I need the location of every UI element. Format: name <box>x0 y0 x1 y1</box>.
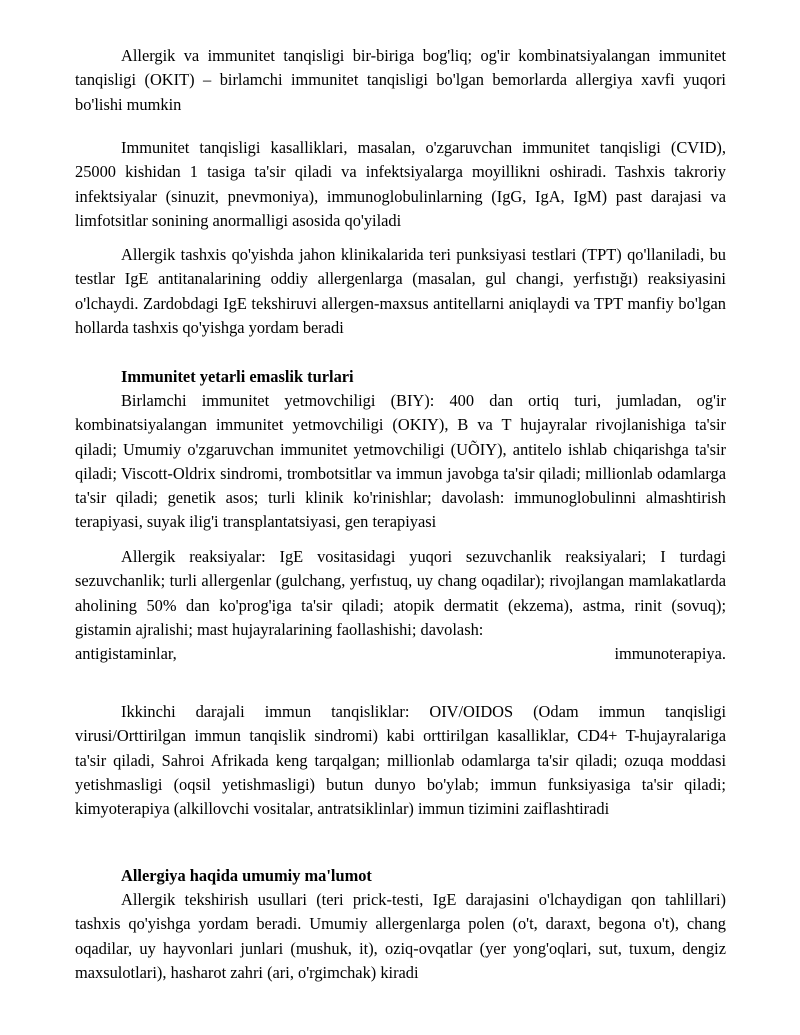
allergic-reactions-last-left: antigistaminlar, <box>75 644 177 664</box>
paragraph-cvid: Immunitet tanqisligi kasalliklari, masalan, o'zgaruvchan immunitet tanqisligi (CVID), 25000 kishidan 1 tasiga ta'sir qiladi va infektsiyalarga moyillikni oshiradi. Tashxis takroriy infektsiyalar (sinuzit, pnevmoniya), immunoglobulinlarning (IgG, IgA, IgM) past darajasi va limfotsitlar sonining anormalligi asosida qo'yiladi <box>75 138 726 230</box>
allergic-reactions-text: Allergik reaksiyalar: IgE vositasidagi yuqori sezuvchanlik reaksiyalari; I turdagi sezuvchanlik; turli allergenlar (gulchang, yerfıstuq, uy chang oqadilar); rivojlangan mamlakatlarda aholining 50% dan ko'prog'iga ta'sir qiladi; atopik dermatit (ekzema), astma, rinit (sovuq); gistamin ajralishi; mast hujayralarining faollashishi; davolash: <box>75 547 726 639</box>
paragraph-allergy-immunodeficiency-link: Allergik va immunitet tanqisligi bir-biriga bog'liq; og'ir kombinatsiyalangan immunitet tanqisligi (OKIT) – birlamchi immunitet tanqisligi bo'lgan bemorlarda allergiya xavfi yuqori bo'lishi mumkin <box>75 46 726 114</box>
allergic-reactions-last-right: immunoterapiya. <box>614 644 726 664</box>
paragraph-primary-immunodeficiency: Birlamchi immunitet yetmovchiligi (BIY): 400 dan ortiq turi, jumladan, og'ir kombinatsiyalangan immunitet yetmovchiligi (OKIY), B va T hujayralar rivojlanishiga ta'sir qiladi; Umumiy o'zgaruvchan immunitet yetmovchiligi (UÕIY), antitelo ishlab chiqarishga ta'sir qiladi; Viscott-Oldrix sindromi, trombotsitlar va immun javobga ta'sir qiladi; millionlab odamlarga ta'sir qiladi; genetik asos; turli klinik ko'rinishlar; davolash: immunoglobulinni almashtirish terapiyasi, suyak ilig'i transplantatsiyasi, gen terapiyasi <box>75 391 726 532</box>
section-heading-allergy-overview: Allergiya haqida umumiy ma'lumot <box>121 866 372 885</box>
paragraph-allergy-testing: Allergik tekshirish usullari (teri prick-testi, IgE darajasini o'lchaydigan qon tahlillari) tashxis qo'yishga yordam beradi. Umumiy allergenlarga polen (o't, daraxt, begona o't), chang oqadilar, uy hayvonlari junlari (mushuk, it), oziq-ovqatlar (yer yong'oqlari, sut, tuxum, dengiz maxsulotlari), hasharot zahri (ari, o'rgimchak) kiradi <box>75 890 726 982</box>
allergic-reactions-last-line <box>75 642 726 666</box>
paragraph-secondary-immunodeficiency: Ikkinchi darajali immun tanqisliklar: OIV/OIDOS (Odam immun tanqisligi virusi/Orttirilgan immun tanqislik sindromi) kabi orttirilgan kasalliklar, CD4+ T-hujayralariga ta'sir qiladi, Sahroi Afrikada keng tarqalgan; millionlab odamlarga ta'sir qiladi; ozuqa moddasi yetishmasligi (oqsil yetishmasligi) butun dunyo bo'ylab; immun funksiyasiga ta'sir qiladi; kimyoterapiya (alkillovchi vositalar, antratsiklinlar) immun tizimini zaiflashtiradi <box>75 702 726 819</box>
paragraph-allergy-diagnosis: Allergik tashxis qo'yishda jahon klinikalarida teri punksiyasi testlari (TPT) qo'llaniladi, bu testlar IgE antitanalarining oddiy allergenlarga (masalan, gul changi, yerfıstığı) reaksiyasini o'lchaydi. Zardobdagi IgE tekshiruvi allergen-maxsus antitellarni aniqlaydi va TPT manfiy bo'lgan hollarda tashxis qo'yishga yordam beradi <box>75 245 726 337</box>
paragraph-allergic-reactions <box>75 545 726 666</box>
section-heading-immunodeficiency-types: Immunitet yetarli emaslik turlari <box>121 367 354 386</box>
